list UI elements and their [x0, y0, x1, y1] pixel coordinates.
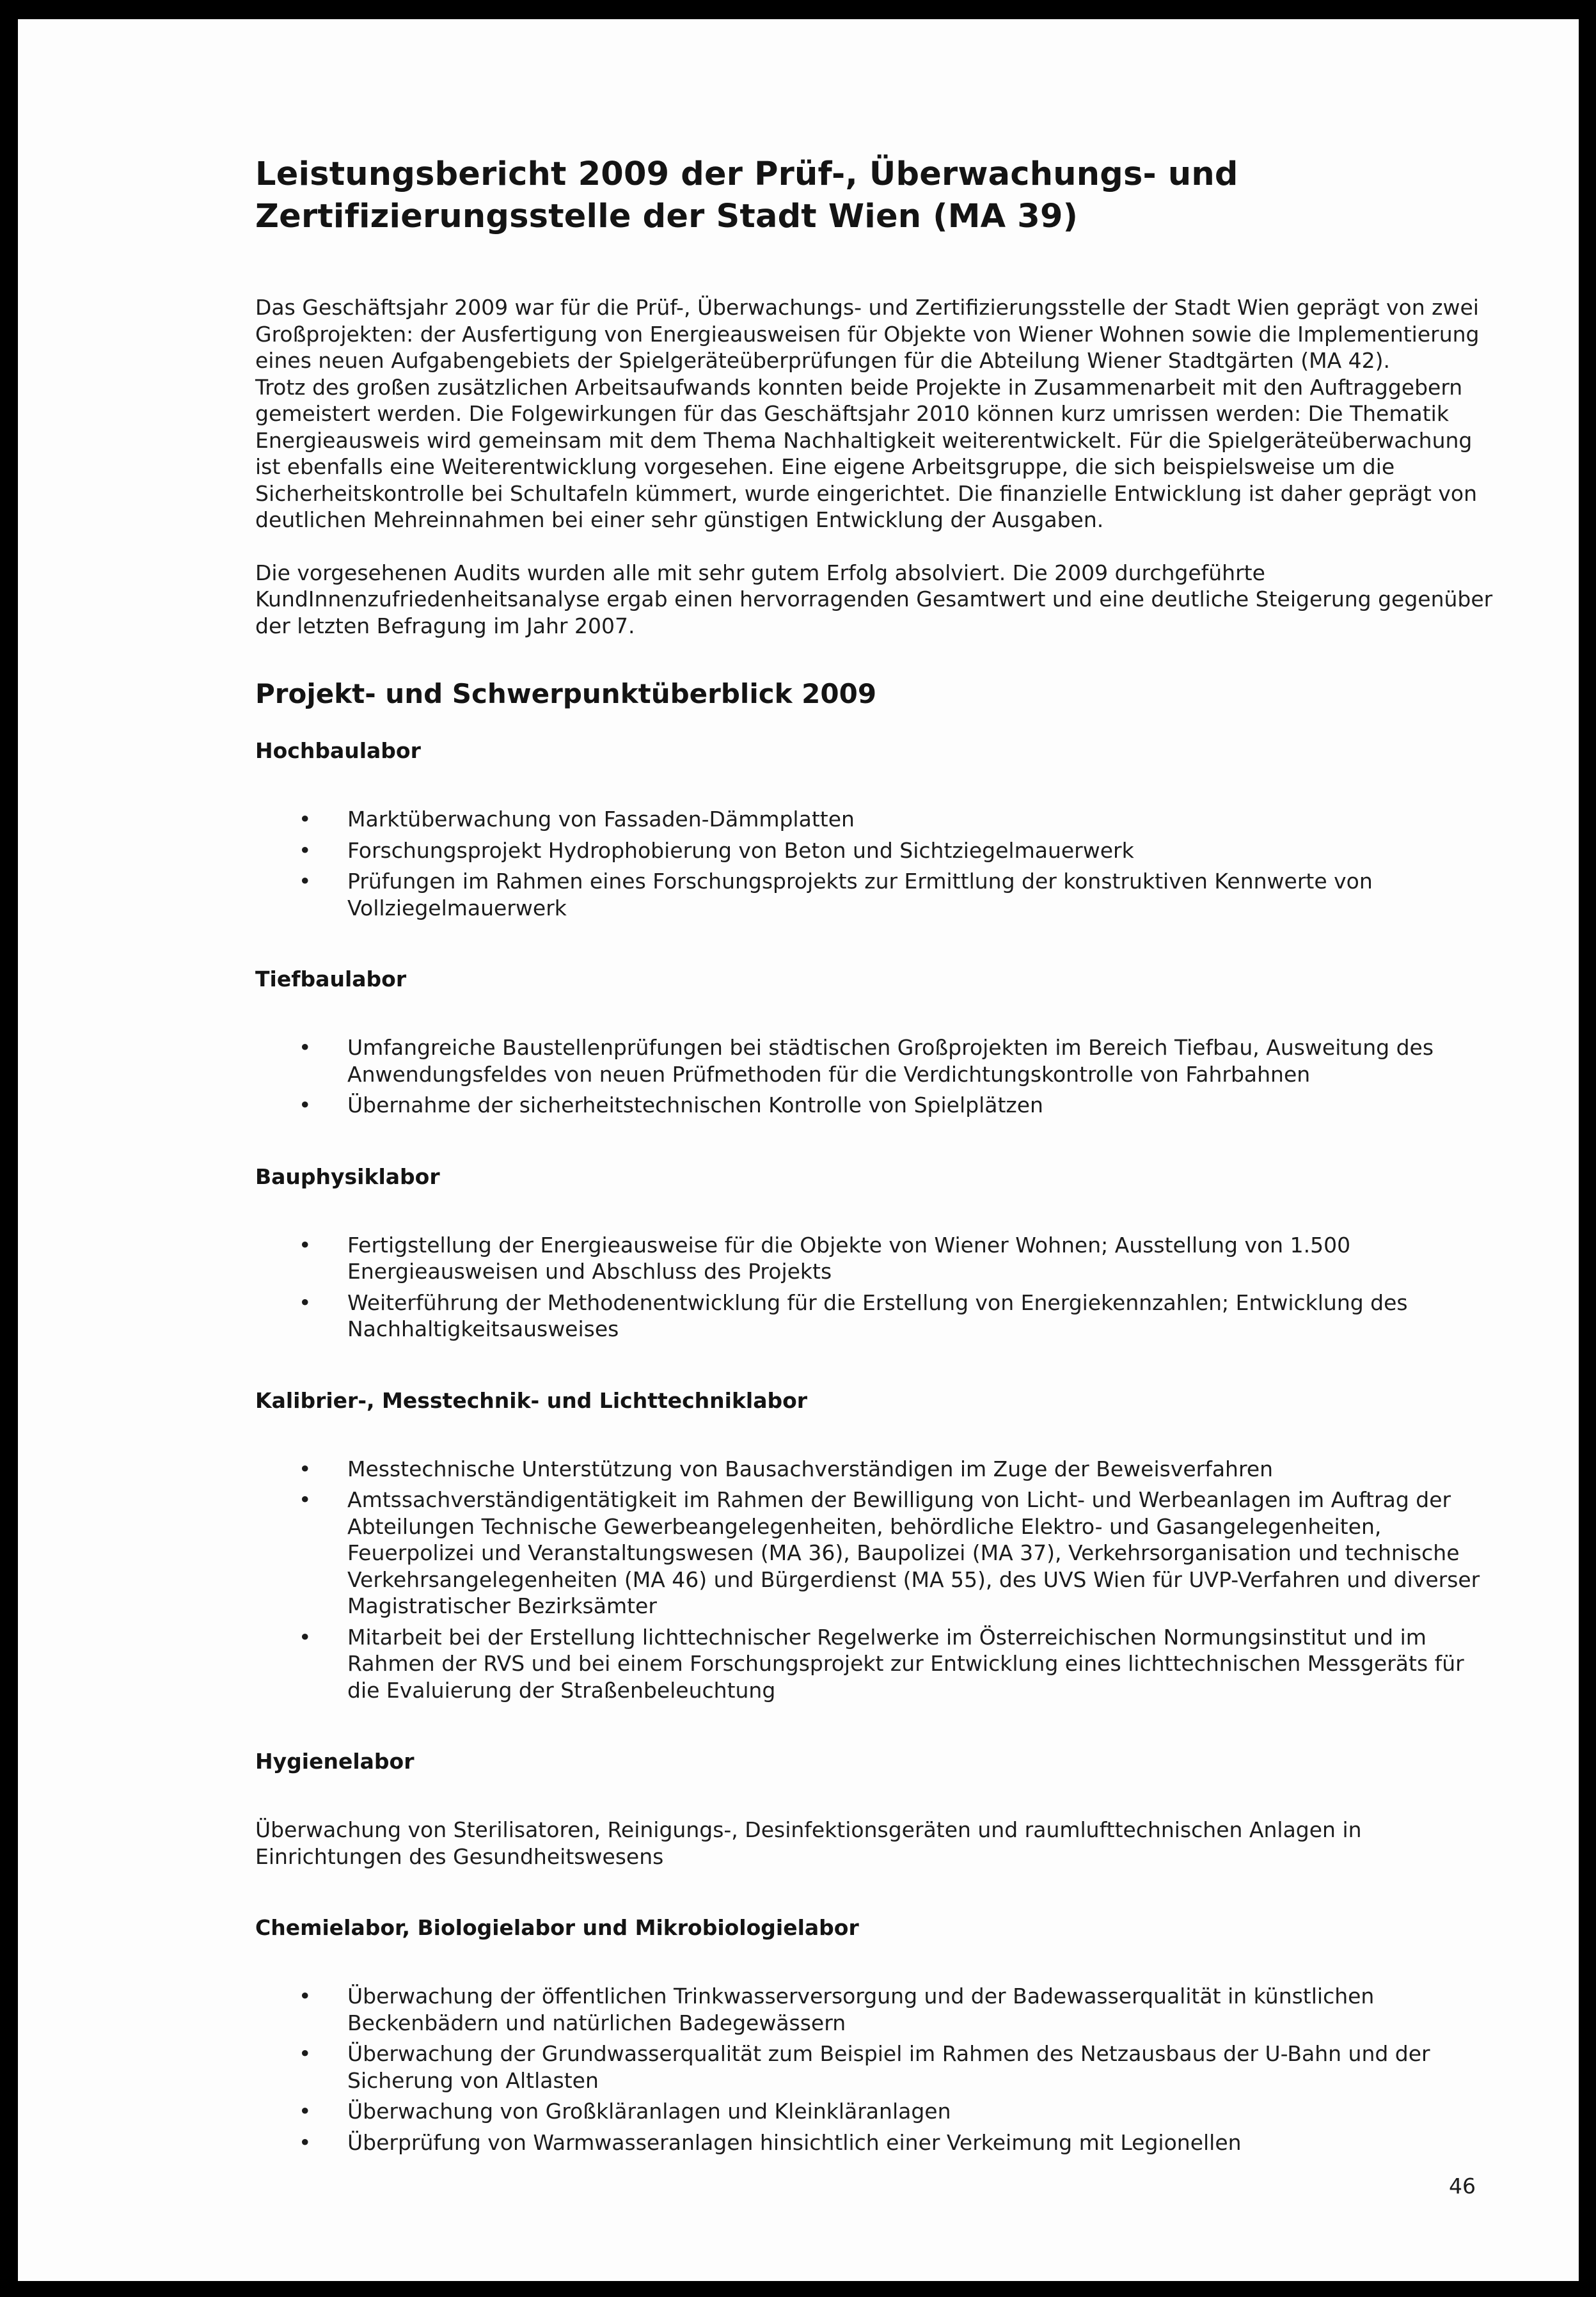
list-item	[255, 1092, 1499, 1119]
page-number: 46	[1449, 2174, 1476, 2198]
list-item	[255, 1983, 1499, 2036]
section-heading-kalibrierlabor: Kalibrier-, Messtechnik- und Lichttechniklabor	[255, 1387, 808, 1413]
list-item-text: Marktüberwachung von Fassaden-Dämmplatten	[347, 807, 855, 832]
bullet-icon: •	[299, 1093, 312, 1117]
bullet-icon: •	[299, 2129, 312, 2155]
list-item-text: Umfangreiche Baustellenprüfungen bei städtischen Großprojekten im Bereich Tiefbau, Ausweitung des Anwendungsfeldes von neuen Prüfmethoden für die Verdichtungskontrolle von Fahrbahnen	[347, 1035, 1434, 1087]
section-heading-hygienelabor: Hygienelabor	[255, 1749, 415, 1774]
bullet-icon: •	[299, 1456, 312, 1481]
section-heading-hochbaulabor: Hochbaulabor	[255, 738, 421, 763]
page-content	[255, 154, 1499, 2200]
list-item	[255, 1232, 1499, 1285]
document-page	[18, 19, 1579, 2281]
intro-paragraph-1: Das Geschäftsjahr 2009 war für die Prüf-, Überwachungs- und Zertifizierungsstelle der Stadt Wien geprägt von zwei Großprojekten: der Ausfertigung von Energieausweisen für Objekte von Wiener Wohnen sowie die Implementierung eines neuen Aufgabengebiets der Spielgeräteüberprüfungen für die Abteilung Wiener Stadtgärten (MA 42).	[255, 295, 1480, 373]
list-item-text: Fertigstellung der Energieausweise für die Objekte von Wiener Wohnen; Ausstellung von 1.500 Energieausweisen und Abschluss des Projekts	[347, 1232, 1351, 1284]
list-item	[255, 868, 1499, 921]
bullet-icon: •	[299, 1232, 312, 1258]
bullet-icon: •	[299, 869, 312, 894]
bullet-icon: •	[299, 837, 312, 863]
list-item	[255, 2040, 1499, 2094]
list-item	[255, 806, 1499, 833]
list-item	[255, 2129, 1499, 2156]
list-item-text: Weiterführung der Methodenentwicklung für die Erstellung von Energiekennzahlen; Entwicklung des Nachhaltigkeitsausweises	[347, 1290, 1408, 1341]
bullet-icon: •	[299, 1624, 312, 1650]
bullet-icon: •	[299, 2099, 312, 2124]
list-item	[255, 1290, 1499, 1343]
list-item-text: Übernahme der sicherheitstechnischen Kontrolle von Spielplätzen	[347, 1093, 1043, 1117]
hygienelabor-text: Überwachung von Sterilisatoren, Reinigungs-, Desinfektionsgeräten und raumlufttechnischen Anlagen in Einrichtungen des Gesundheitswesens	[255, 1817, 1362, 1869]
bullet-icon: •	[299, 1984, 312, 2009]
list-chemielabor	[255, 1983, 1499, 2156]
list-item-text: Überwachung der öffentlichen Trinkwasserversorgung und der Badewasserqualität in künstlichen Beckenbädern und natürlichen Badegewässern	[347, 1984, 1375, 2035]
list-item-text: Forschungsprojekt Hydrophobierung von Beton und Sichtziegelmauerwerk	[347, 837, 1134, 863]
intro-paragraph-2: Trotz des großen zusätzlichen Arbeitsaufwands konnten beide Projekte in Zusammenarbeit mit den Auftraggebern gemeistert werden. Die Folgewirkungen für das Geschäftsjahr 2010 können kurz umrissen werden: Die Thematik Energieausweis wird gemeinsam mit dem Thema Nachhaltigkeit weiterentwickelt. Für die Spielgeräteüberwachung ist ebenfalls eine Weiterentwicklung vorgesehen. Eine eigene Arbeitsgruppe, die sich beispielsweise um die Sicherheitskontrolle bei Schultafeln kümmert, wurde eingerichtet. Die finanzielle Entwicklung ist daher geprägt von deutlichen Mehreinnahmen bei einer sehr günstigen Entwicklung der Ausgaben.	[255, 374, 1478, 532]
list-hochbaulabor	[255, 806, 1499, 921]
list-bauphysiklabor	[255, 1232, 1499, 1343]
page-title: Leistungsbericht 2009 der Prüf-, Überwachungs- und Zertifizierungsstelle der Stadt Wien (MA 39)	[255, 155, 1238, 235]
list-item	[255, 1624, 1499, 1704]
section-heading-chemielabor: Chemielabor, Biologielabor und Mikrobiologielabor	[255, 1915, 859, 1940]
list-tiefbaulabor	[255, 1034, 1499, 1119]
list-item-text: Überwachung der Grundwasserqualität zum Beispiel im Rahmen des Netzausbaus der U-Bahn und der Sicherung von Altlasten	[347, 2041, 1430, 2093]
intro-paragraph-3: Die vorgesehenen Audits wurden alle mit sehr gutem Erfolg absolviert. Die 2009 durchgeführte KundInnenzufriedenheitsanalyse ergab einen hervorragenden Gesamtwert und eine deutliche Steigerung gegenüber der letzten Befragung im Jahr 2007.	[255, 560, 1493, 638]
overview-heading: Projekt- und Schwerpunktüberblick 2009	[255, 678, 877, 709]
list-item	[255, 1456, 1499, 1483]
list-item	[255, 1487, 1499, 1620]
list-item-text: Überprüfung von Warmwasseranlagen hinsichtlich einer Verkeimung mit Legionellen	[347, 2129, 1242, 2155]
list-kalibrierlabor	[255, 1456, 1499, 1704]
list-item-text: Messtechnische Unterstützung von Bausachverständigen im Zuge der Beweisverfahren	[347, 1456, 1274, 1481]
list-item	[255, 2098, 1499, 2125]
section-heading-bauphysiklabor: Bauphysiklabor	[255, 1164, 440, 1189]
bullet-icon: •	[299, 1035, 312, 1060]
bullet-icon: •	[299, 807, 312, 832]
list-item-text: Überwachung von Großkläranlagen und Kleinkläranlagen	[347, 2099, 951, 2124]
list-item	[255, 837, 1499, 864]
bullet-icon: •	[299, 1290, 312, 1315]
list-item-text: Mitarbeit bei der Erstellung lichttechnischer Regelwerke im Österreichischen Normungsinstitut und im Rahmen der RVS und bei einem Forschungsprojekt zur Entwicklung eines lichttechnischen Messgeräts für die Evaluierung der Straßenbeleuchtung	[347, 1624, 1464, 1703]
list-item	[255, 1034, 1499, 1087]
bullet-icon: •	[299, 1487, 312, 1512]
list-item-text: Prüfungen im Rahmen eines Forschungsprojekts zur Ermittlung der konstruktiven Kennwerte von Vollziegelmauerwerk	[347, 869, 1373, 920]
list-item-text: Amtssachverständigentätigkeit im Rahmen der Bewilligung von Licht- und Werbeanlagen im Auftrag der Abteilungen Technische Gewerbeangelegenheiten, behördliche Elektro- und Gasangelegenheiten, Feuerpolizei und Veranstaltungswesen (MA 36), Baupolizei (MA 37), Verkehrsorganisation und technische Verkehrsangelegenheiten (MA 46) und Bürgerdienst (MA 55), des UVS Wien für UVP-Verfahren und diverser Magistratischer Bezirksämter	[347, 1487, 1480, 1618]
section-heading-tiefbaulabor: Tiefbaulabor	[255, 967, 407, 991]
bullet-icon: •	[299, 2041, 312, 2066]
